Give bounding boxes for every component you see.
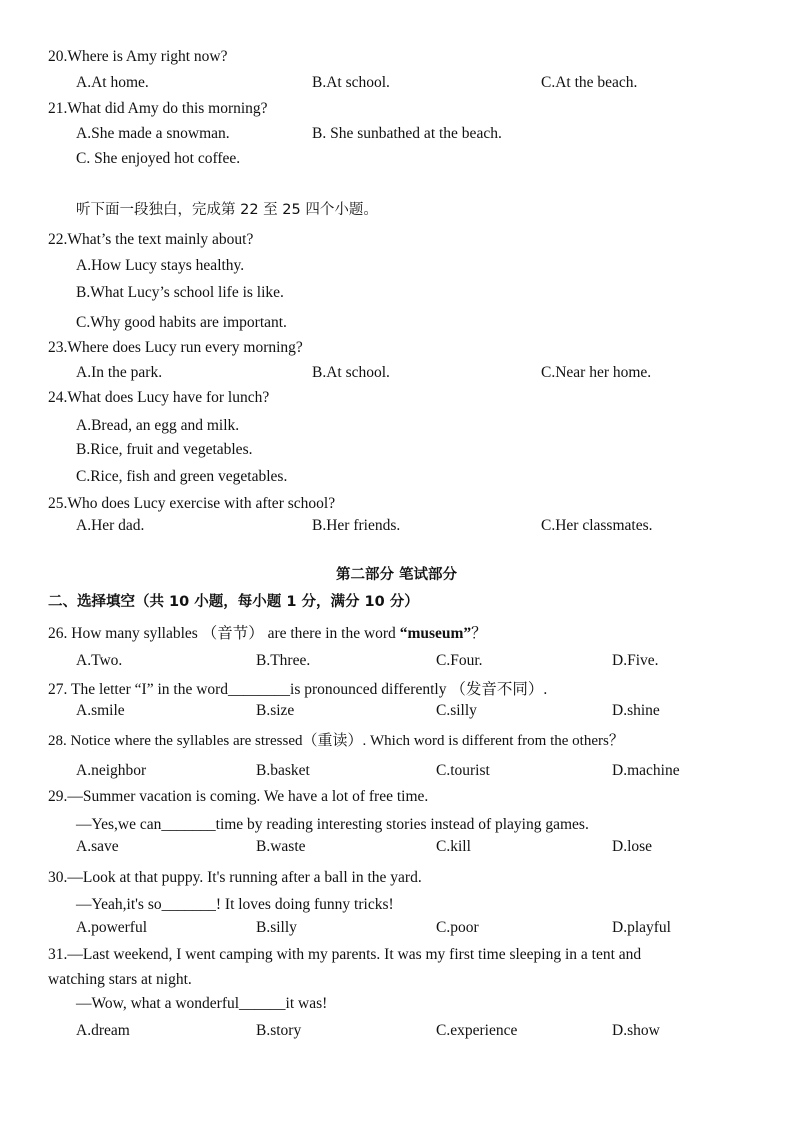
- q25-option-b[interactable]: B.Her friends.: [312, 517, 401, 534]
- q29-option-b[interactable]: B.waste: [256, 838, 306, 855]
- question-25-stem: 25.Who does Lucy exercise with after school?: [48, 495, 336, 512]
- q22-option-b[interactable]: B.What Lucy’s school life is like.: [76, 284, 284, 301]
- q26-keyword: “museum”: [399, 625, 472, 642]
- q22-option-c[interactable]: C.Why good habits are important.: [76, 314, 287, 331]
- q31-option-a[interactable]: A.dream: [76, 1022, 130, 1039]
- q23-option-b[interactable]: B.At school.: [312, 364, 390, 381]
- question-29-line1: 29.—Summer vacation is coming. We have a lot of free time.: [48, 788, 429, 805]
- question-29-line2: —Yes,we can_______time by reading interesting stories instead of playing games.: [76, 816, 589, 833]
- q31-option-b[interactable]: B.story: [256, 1022, 302, 1039]
- q25-option-a[interactable]: A.Her dad.: [76, 517, 145, 534]
- q27-option-a[interactable]: A.smile: [76, 702, 125, 719]
- q30-option-b[interactable]: B.silly: [256, 919, 297, 936]
- q31-option-c[interactable]: C.experience: [436, 1022, 518, 1039]
- question-24-stem: 24.What does Lucy have for lunch?: [48, 389, 270, 406]
- q26-stem-text: 26. How many syllables （音节） are there in the word: [48, 625, 400, 642]
- q30-option-c[interactable]: C.poor: [436, 919, 479, 936]
- q27-option-b[interactable]: B.size: [256, 702, 295, 719]
- q26-stem-end: ？: [471, 625, 487, 642]
- q28-option-d[interactable]: D.machine: [612, 762, 680, 779]
- question-30-line2: —Yeah,it's so_______! It loves doing funny tricks!: [76, 896, 394, 913]
- question-31-line2: —Wow, what a wonderful______it was!: [76, 995, 328, 1012]
- question-23-stem: 23.Where does Lucy run every morning?: [48, 339, 303, 356]
- question-22-stem: 22.What’s the text mainly about?: [48, 231, 254, 248]
- question-30-line1: 30.—Look at that puppy. It's running after a ball in the yard.: [48, 869, 422, 886]
- q27-option-d[interactable]: D.shine: [612, 702, 660, 719]
- q26-option-b[interactable]: B.Three.: [256, 652, 311, 669]
- q26-option-d[interactable]: D.Five.: [612, 652, 659, 669]
- part-two-title: 第二部分 笔试部分: [335, 567, 458, 583]
- q23-option-c[interactable]: C.Near her home.: [541, 364, 652, 381]
- q21-option-a[interactable]: A.She made a snowman.: [76, 125, 230, 142]
- q20-option-a[interactable]: A.At home.: [76, 74, 149, 91]
- q30-option-d[interactable]: D.playful: [612, 919, 671, 936]
- q24-option-b[interactable]: B.Rice, fruit and vegetables.: [76, 441, 253, 458]
- q21-option-b[interactable]: B. She sunbathed at the beach.: [312, 125, 502, 142]
- listening-instruction: 听下面一段独白，完成第 22 至 25 四个小题。: [76, 202, 378, 218]
- question-26-stem: [48, 626, 487, 642]
- q30-option-a[interactable]: A.powerful: [76, 919, 148, 936]
- question-21-stem: 21.What did Amy do this morning?: [48, 100, 268, 117]
- q28-option-a[interactable]: A.neighbor: [76, 762, 147, 779]
- question-31-line1-continued: watching stars at night.: [48, 971, 192, 988]
- q20-option-b[interactable]: B.At school.: [312, 74, 390, 91]
- question-28-stem: 28. Notice where the syllables are stressed（重读）. Which word is different from the others？: [48, 733, 624, 749]
- q22-option-a[interactable]: A.How Lucy stays healthy.: [76, 257, 245, 274]
- q25-option-c[interactable]: C.Her classmates.: [541, 517, 653, 534]
- q28-option-b[interactable]: B.basket: [256, 762, 310, 779]
- q24-option-a[interactable]: A.Bread, an egg and milk.: [76, 417, 240, 434]
- q29-option-c[interactable]: C.kill: [436, 838, 471, 855]
- q24-option-c[interactable]: C.Rice, fish and green vegetables.: [76, 468, 288, 485]
- q31-option-d[interactable]: D.show: [612, 1022, 660, 1039]
- q27-option-c[interactable]: C.silly: [436, 702, 477, 719]
- q29-option-a[interactable]: A.save: [76, 838, 119, 855]
- section-two-heading: 二、选择填空（共 10 小题，每小题 1 分，满分 10 分）: [48, 594, 419, 610]
- q26-option-c[interactable]: C.Four.: [436, 652, 483, 669]
- question-27-stem: 27. The letter “I” in the word________is pronounced differently （发音不同）.: [48, 681, 548, 698]
- question-20-stem: 20.Where is Amy right now?: [48, 48, 228, 65]
- q29-option-d[interactable]: D.lose: [612, 838, 653, 855]
- q26-option-a[interactable]: A.Two.: [76, 652, 123, 669]
- question-31-line1: 31.—Last weekend, I went camping with my parents. It was my first time sleeping in a tent and: [48, 946, 642, 963]
- q23-option-a[interactable]: A.In the park.: [76, 364, 163, 381]
- q21-option-c[interactable]: C. She enjoyed hot coffee.: [76, 150, 241, 167]
- q20-option-c[interactable]: C.At the beach.: [541, 74, 638, 91]
- q28-option-c[interactable]: C.tourist: [436, 762, 490, 779]
